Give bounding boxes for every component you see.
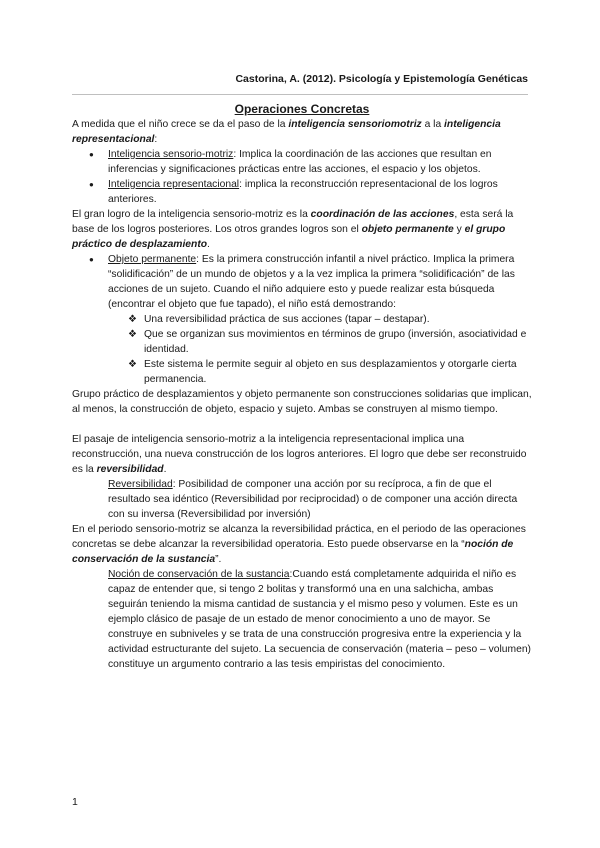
- sublist-item: [72, 327, 532, 357]
- bold-term: coordinación de las acciones: [310, 209, 455, 220]
- text-run: El gran logro de la inteligencia sensorio-motriz es la: [72, 209, 311, 220]
- permanent-object-list: [72, 252, 532, 312]
- list-item: [72, 177, 532, 207]
- page-title: Operaciones Concretas: [234, 102, 370, 116]
- list-item: [72, 252, 532, 312]
- paragraph-reversibility: [72, 477, 532, 522]
- text-run: En el periodo sensorio-motriz se alcanza la reversibilidad práctica, en el periodo de las operaciones concretas se debe alcanzar la reversibilidad operatoria. Esto puede observarse en la “: [72, 524, 526, 550]
- text-run: a la: [421, 119, 445, 130]
- bold-term: inteligencia sensoriomotriz: [288, 119, 422, 130]
- bold-term: noción de conservación de la sustancia: [72, 539, 514, 565]
- bold-term: objeto permanente: [361, 224, 454, 235]
- definition-text: :Cuando está completamente adquirida el niño es capaz de entender que, si tengo 2 bolitas y transformó una en una salchicha, ambas seguirán teniendo la misma cantidad de sustancia y el mismo peso y volumen. Este es un ejemplo clásico de pasaje de un estado de menor conocimiento a uno de mayor. Se construye en subniveles y se trata de una construcción progresiva entre la experiencia y la actividad estructurante del sujeto. La secuencia de conservación (materia – peso – volumen) constituye un argumento contrario a las tesis empiristas del conocimiento.: [108, 569, 531, 670]
- list-text: : implica la reconstrucción representacional de los logros anteriores.: [108, 179, 498, 205]
- definition-text: : Posibilidad de componer una acción por su recíproca, a fin de que el resultado sea idéntico (Reversibilidad por reciprocidad) o de componer una acción directa con su inversa (Reversibilidad por inversión): [108, 479, 518, 520]
- paragraph-group: Grupo práctico de desplazamientos y objeto permanente son construcciones solidarias que implican, al menos, la construcción de objeto, espacio y sujeto. Ambas se construyen al mismo tiempo.: [72, 389, 532, 415]
- sublist-item: [72, 357, 532, 387]
- sublist-text: Que se organizan sus movimientos en términos de grupo (inversión, asociatividad e identidad.: [144, 329, 527, 355]
- bullet-icon: ●: [89, 150, 94, 159]
- sublist-text: Este sistema le permite seguir al objeto en sus desplazamientos y otorgarle cierta permanencia.: [144, 359, 517, 385]
- bold-term: el grupo práctico de desplazamiento: [72, 224, 506, 250]
- paragraph-intro: [72, 117, 532, 147]
- sublist-item: [72, 312, 532, 327]
- list-text: : Implica la coordinación de las acciones que resultan en inferencias y significaciones prácticas entre las acciones, el espacio y los objetos.: [108, 149, 492, 175]
- text-run: ”.: [215, 554, 222, 565]
- list-term: Objeto permanente: [108, 254, 197, 265]
- header-divider: [72, 94, 528, 95]
- text-run: , esta será la base de los logros posteriores. Los otros grandes logros son el: [72, 209, 514, 235]
- diamond-bullet-icon: ❖: [128, 359, 137, 370]
- intelligence-list: [72, 147, 532, 207]
- diamond-bullet-icon: ❖: [128, 314, 137, 325]
- paragraph-periods: [72, 522, 532, 567]
- paragraph-transition: [72, 432, 532, 477]
- document-body: [72, 101, 532, 672]
- text-run: y: [453, 224, 465, 235]
- page-number: 1: [72, 796, 78, 808]
- bullet-icon: ●: [89, 255, 94, 264]
- definition-term: Noción de conservación de la sustancia: [108, 569, 290, 580]
- spacer: [72, 417, 532, 432]
- demonstration-sublist: [72, 312, 532, 387]
- paragraph-achievements: [72, 207, 532, 252]
- bold-term: reversibilidad: [96, 464, 164, 475]
- definition-term: Reversibilidad: [108, 479, 173, 490]
- diamond-bullet-icon: ❖: [128, 329, 137, 340]
- list-text: : Es la primera construcción infantil a nivel práctico. Implica la primera “solidificación” de un mundo de objetos y a la vez implica la primera “solidificación” de las acciones de un sujeto. Cuando el niño adquiere esto y puede realizar esta búsqueda (encontrar el objeto que fue tapado), el niño está demostrando:: [108, 254, 515, 310]
- header-citation: Castorina, A. (2012). Psicología y Epistemología Genéticas: [235, 73, 528, 85]
- text-run: A medida que el niño crece se da el paso de la: [72, 119, 289, 130]
- text-run: .: [207, 239, 210, 250]
- paragraph-conservation: [72, 567, 532, 672]
- bullet-icon: ●: [89, 180, 94, 189]
- list-term: Inteligencia sensorio-motriz: [108, 149, 234, 160]
- text-run: El pasaje de inteligencia sensorio-motriz a la inteligencia representacional implica una reconstrucción, una nueva construcción de los logros anteriores. El logro que debe ser reconstruido es la: [72, 434, 527, 475]
- list-item: [72, 147, 532, 177]
- bold-term: inteligencia representacional: [72, 119, 501, 145]
- text-run: :: [154, 134, 158, 145]
- sublist-text: Una reversibilidad práctica de sus acciones (tapar – destapar).: [144, 314, 430, 325]
- list-term: Inteligencia representacional: [108, 179, 240, 190]
- text-run: .: [163, 464, 167, 475]
